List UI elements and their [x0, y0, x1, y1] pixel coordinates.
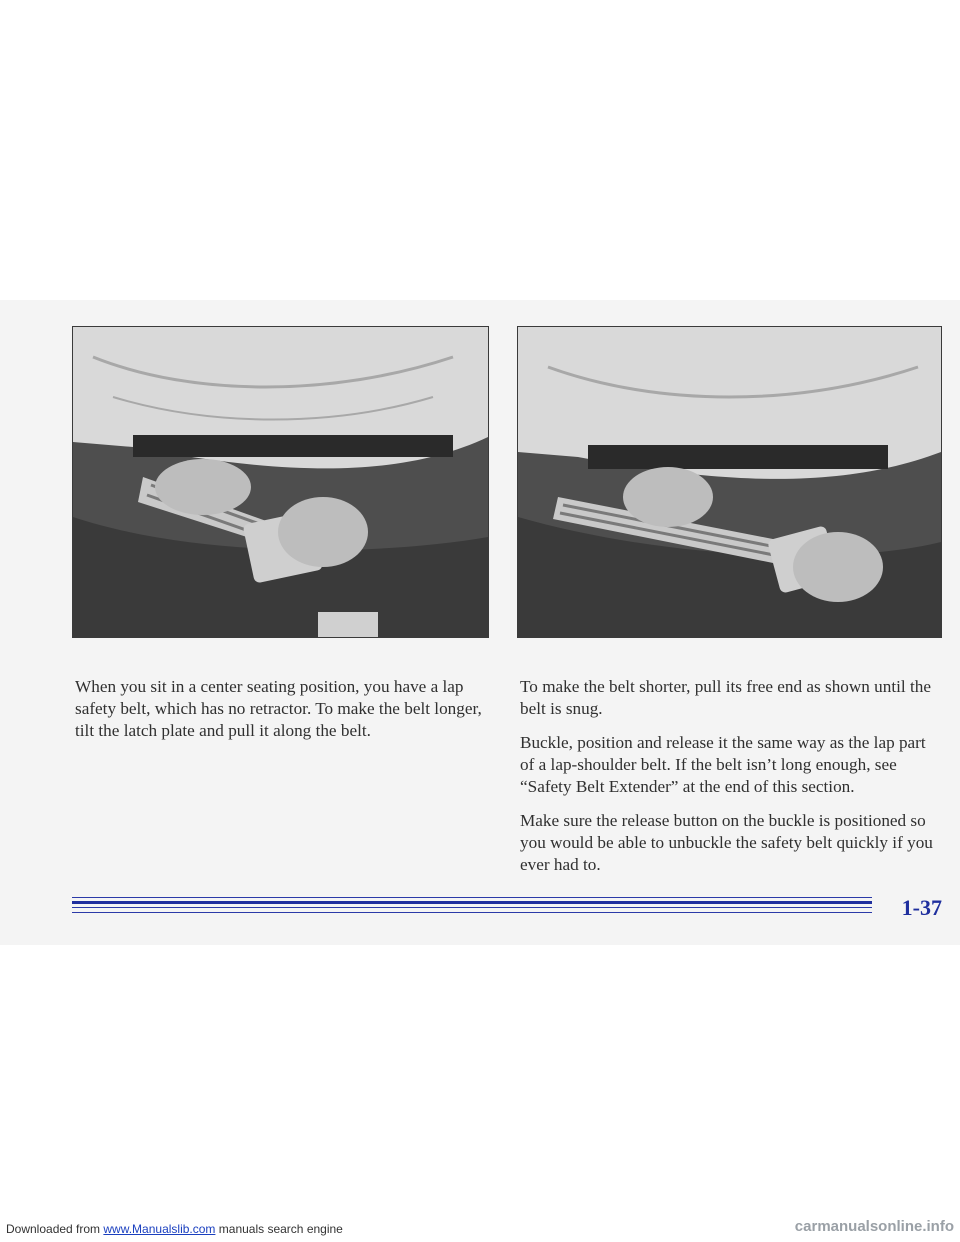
footer-rule-top [72, 897, 872, 898]
download-footer [6, 1222, 343, 1236]
left-paragraph: When you sit in a center seating position, you have a lap safety belt, which has no retractor. To make the belt longer, tilt the latch plate and pull it along the belt. [75, 677, 482, 740]
photo-shorten-lap-belt [517, 326, 942, 638]
right-paragraph-buckle: Buckle, position and release it the same way as the lap part of a lap-shoulder belt. If the belt isn’t long enough, see “Safety Belt Extender” at the end of this section. [520, 733, 926, 796]
footer-rule-lower [72, 907, 872, 908]
footer-rule-main [72, 901, 872, 904]
footer-suffix: manuals search engine [215, 1222, 343, 1236]
watermark: carmanualsonline.info [794, 1218, 954, 1235]
right-paragraph-release: Make sure the release button on the buckle is positioned so you would be able to unbuckle the safety belt quickly if you ever had to. [520, 811, 933, 874]
right-paragraph-shorten: To make the belt shorter, pull its free end as shown until the belt is snug. [520, 677, 931, 718]
page-number: 1-37 [901, 895, 942, 920]
photo-lengthen-lap-belt [72, 326, 489, 638]
left-column [75, 676, 485, 754]
footer-rule-bottom [72, 912, 872, 913]
right-column [520, 676, 940, 888]
footer-prefix: Downloaded from [6, 1222, 104, 1236]
manualslib-link[interactable]: www.Manualslib.com [103, 1222, 216, 1236]
